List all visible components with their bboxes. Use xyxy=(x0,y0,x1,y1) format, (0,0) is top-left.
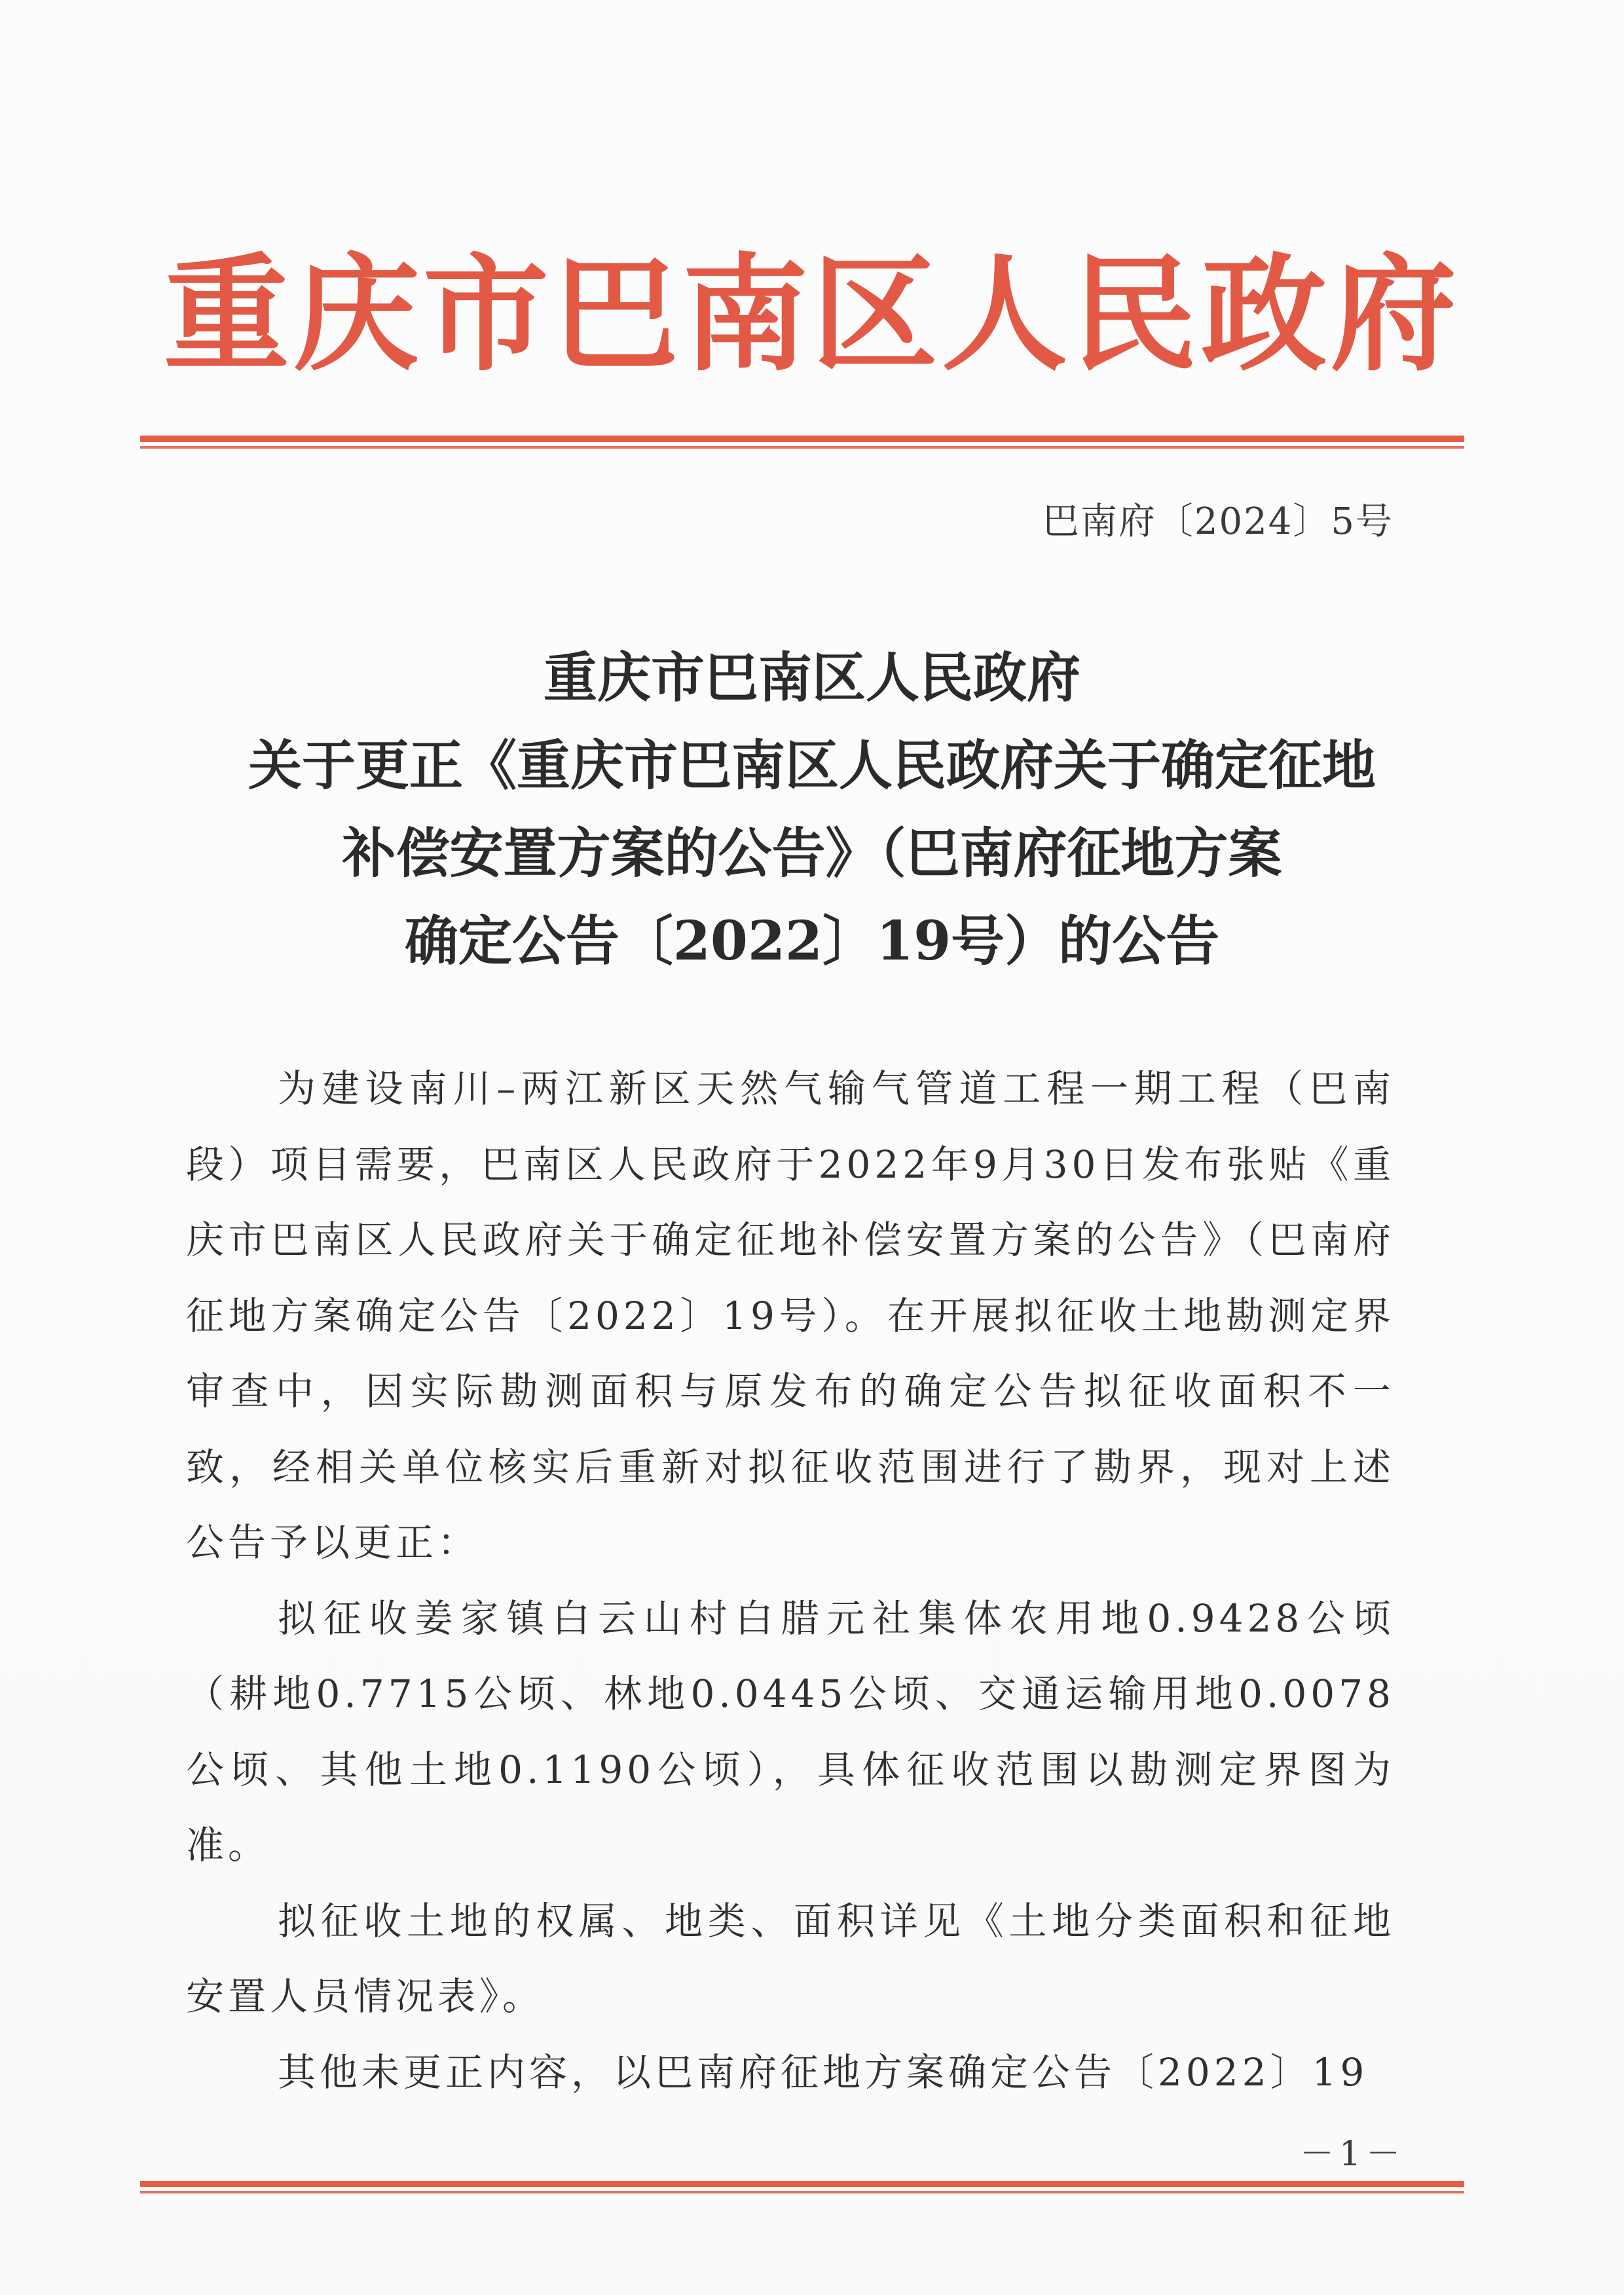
title-line: 补偿安置方案的公告》（巴南府征地方案 xyxy=(342,822,1282,885)
title-line: 关于更正《重庆市巴南区人民政府关于确定征地 xyxy=(248,734,1376,797)
masthead-rule-thin xyxy=(140,446,1464,449)
document-title xyxy=(131,634,1493,985)
footer-rule-thick xyxy=(140,2181,1464,2187)
document-number: 巴南府〔2024〕5号 xyxy=(1042,500,1393,543)
body-paragraph: 其他未更正内容，以巴南府征地方案确定公告〔2022〕19 xyxy=(278,2049,1369,2095)
document-body xyxy=(186,1051,1395,2110)
title-line: 确定公告〔2022〕19号）的公告 xyxy=(404,910,1220,973)
page-number: －1－ xyxy=(1300,2135,1406,2174)
body-paragraph: 拟征收土地的权属、地类、面积详见《土地分类面积和征地安置人员情况表》。 xyxy=(186,1898,1395,2019)
title-line: 重庆市巴南区人民政府 xyxy=(543,646,1080,709)
body-paragraph: 拟征收姜家镇白云山村白腊元社集体农用地0.9428公顷（耕地0.7715公顷、林地0.0445公顷、交通运输用地0.0078公顷、其他土地0.1190公顷），具体征收范围以勘测定界图为准。 xyxy=(186,1595,1395,1867)
masthead-rule-thick xyxy=(140,436,1464,442)
masthead-org-name: 重庆市巴南区人民政府 xyxy=(164,241,1460,388)
footer-rule-thin xyxy=(140,2191,1464,2193)
body-paragraph: 为建设南川–两江新区天然气输气管道工程一期工程（巴南段）项目需要，巴南区人民政府于2022年9月30日发布张贴《重庆市巴南区人民政府关于确定征地补偿安置方案的公告》（巴南府征地方案确定公告〔2022〕19号）。在开展拟征收土地勘测定界审查中，因实际勘测面积与原发布的确定公告拟征收面积不一致，经相关单位核实后重新对拟征收范围进行了勘界，现对上述公告予以更正： xyxy=(186,1066,1395,1565)
